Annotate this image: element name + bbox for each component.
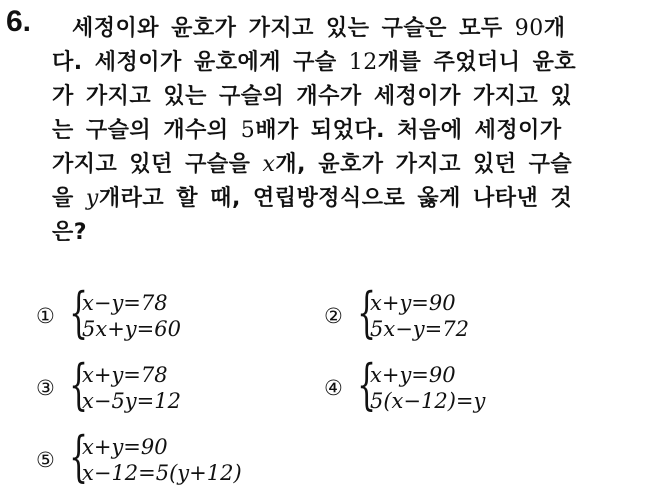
stem-number: 5: [240, 118, 256, 143]
stem-text: 개: [543, 16, 566, 41]
stem-text: 세정이와 윤호가 가지고 있는 구슬은 모두: [72, 16, 515, 41]
equation-1: x+y=78: [82, 363, 168, 387]
stem-text: 가지고 있던 구슬을: [52, 152, 263, 177]
brace-icon: {: [69, 353, 89, 416]
stem-line: [52, 182, 632, 216]
choice-3[interactable]: [36, 353, 181, 418]
choice-marker: ③: [36, 376, 55, 400]
stem-number: 90: [514, 16, 544, 41]
equation-system: [82, 434, 242, 486]
stem-text: 개를 주었더니 윤호: [377, 50, 577, 75]
equation-system: [370, 362, 485, 414]
equation-1: x+y=90: [370, 363, 456, 387]
stem-text: 개라고 할 때, 연립방정식으로 옳게 나타낸 것: [98, 186, 573, 211]
brace-icon: {: [69, 425, 89, 488]
brace-icon: {: [357, 281, 377, 344]
stem-line: [52, 148, 632, 182]
brace-icon: {: [357, 353, 377, 416]
stem-text: 배가 되었다. 처음에 세정이가: [255, 118, 562, 143]
equation-1: x−y=78: [82, 291, 168, 315]
stem-line: [52, 114, 632, 148]
equation-1: x+y=90: [370, 291, 456, 315]
question-stem: [52, 12, 632, 250]
choice-marker: ④: [324, 376, 343, 400]
choice-5[interactable]: [36, 425, 242, 490]
stem-text: 는 구슬의 개수의: [52, 118, 241, 143]
stem-line: [52, 80, 632, 114]
equation-1: x+y=90: [82, 435, 168, 459]
stem-text: 개, 윤호가 가지고 있던 구슬: [275, 152, 573, 177]
equation-2: x−5y=12: [82, 389, 181, 413]
stem-line: [52, 12, 632, 46]
equation-2: 5x−y=72: [370, 317, 469, 341]
stem-variable: y: [85, 186, 99, 211]
choice-marker: ⑤: [36, 448, 55, 472]
stem-text: 을: [52, 186, 86, 211]
choice-marker: ②: [324, 304, 343, 328]
stem-text: 가 가지고 있는 구슬의 개수가 세정이가 가지고 있: [52, 84, 573, 109]
stem-text: 다. 세정이가 윤호에게 구슬: [52, 50, 349, 75]
equation-2: 5x+y=60: [82, 317, 181, 341]
question-number: 6.: [6, 5, 32, 38]
stem-text: 은?: [52, 220, 88, 245]
choice-2[interactable]: [324, 281, 469, 346]
equation-system: [82, 290, 181, 342]
equation-system: [370, 290, 469, 342]
stem-line: [52, 216, 632, 250]
stem-line: [52, 46, 632, 80]
choice-4[interactable]: [324, 353, 486, 418]
choice-marker: ①: [36, 304, 55, 328]
equation-2: x−12=5(y+12): [82, 461, 242, 485]
brace-icon: {: [69, 281, 89, 344]
choice-1[interactable]: [36, 281, 181, 346]
stem-number: 12: [348, 50, 378, 75]
equation-2: 5(x−12)=y: [370, 389, 486, 413]
stem-variable: x: [262, 152, 276, 177]
equation-system: [82, 362, 181, 414]
